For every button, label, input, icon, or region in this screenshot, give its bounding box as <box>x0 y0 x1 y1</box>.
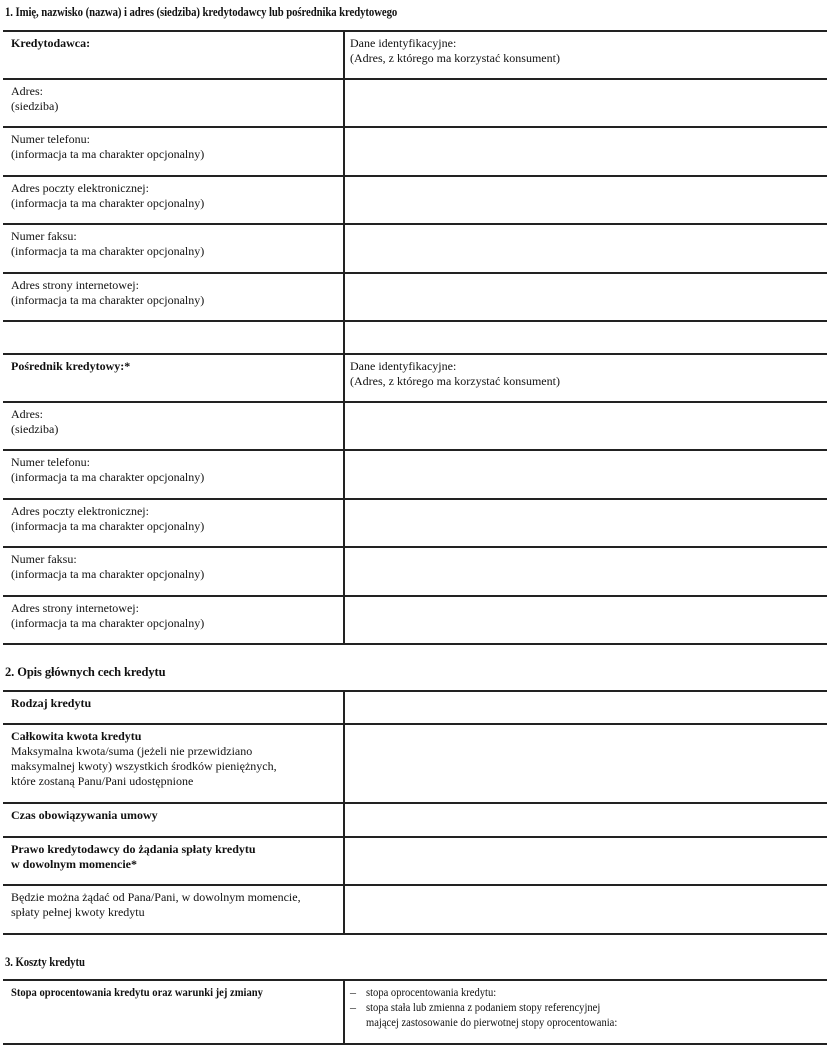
field-label-cell <box>3 128 343 175</box>
interest-rate-value[interactable] <box>343 981 827 1043</box>
field-label: Numer faksu: <box>11 229 77 243</box>
field-hint: (siedziba) <box>11 422 59 436</box>
dash-spacer <box>350 1015 366 1030</box>
rate-item-continuation <box>350 1015 827 1030</box>
repayment-right-label: Prawo kredytodawcy do żądania spłaty kredytu <box>11 842 256 856</box>
repayment-note-line: Będzie można żądać od Pana/Pani, w dowolnym momencie, <box>11 890 301 904</box>
repayment-note-cell <box>3 886 343 933</box>
broker-address-value[interactable] <box>343 403 827 449</box>
credit-type-row <box>3 690 827 723</box>
lender-address-row <box>3 78 827 126</box>
repayment-right-row <box>3 836 827 884</box>
field-label-cell <box>3 80 343 126</box>
section-1-heading: 1. Imię, nazwisko (nazwa) i adres (siedziba) kredytodawcy lub pośrednika kredytowego <box>5 5 398 19</box>
broker-label-cell <box>3 355 343 401</box>
spacer-row <box>3 320 827 353</box>
interest-rate-label-cell <box>3 981 343 1043</box>
lender-email-row <box>3 175 827 223</box>
lender-fax-value[interactable] <box>343 225 827 272</box>
broker-fax-row <box>3 546 827 595</box>
field-hint: (informacja ta ma charakter opcjonalny) <box>11 567 205 581</box>
field-label: Adres poczty elektronicznej: <box>11 181 149 195</box>
field-hint: (informacja ta ma charakter opcjonalny) <box>11 470 205 484</box>
field-hint: (informacja ta ma charakter opcjonalny) <box>11 293 205 307</box>
field-label-cell <box>3 548 343 595</box>
total-amount-desc-line: Maksymalna kwota/suma (jeżeli nie przewidziano <box>11 744 253 758</box>
field-label: Numer telefonu: <box>11 455 90 469</box>
field-hint: (siedziba) <box>11 99 59 113</box>
total-amount-label-cell <box>3 725 343 802</box>
broker-fax-value[interactable] <box>343 548 827 595</box>
broker-website-row <box>3 595 827 645</box>
credit-type-value[interactable] <box>343 692 827 723</box>
field-label: Adres: <box>11 407 43 421</box>
field-label-cell <box>3 500 343 546</box>
section-1-table <box>3 30 827 645</box>
lender-id-label: Dane identyfikacyjne: <box>350 36 457 50</box>
total-amount-desc-line: maksymalnej kwoty) wszystkich środków pieniężnych, <box>11 759 277 773</box>
broker-id-hint: (Adres, z którego ma korzystać konsument) <box>350 374 560 388</box>
broker-phone-value[interactable] <box>343 451 827 498</box>
field-label: Adres: <box>11 84 43 98</box>
field-hint: (informacja ta ma charakter opcjonalny) <box>11 519 205 533</box>
broker-email-value[interactable] <box>343 500 827 546</box>
field-label-cell <box>3 597 343 643</box>
lender-website-value[interactable] <box>343 274 827 320</box>
broker-address-row <box>3 401 827 449</box>
broker-email-row <box>3 498 827 546</box>
field-hint: (informacja ta ma charakter opcjonalny) <box>11 147 205 161</box>
section-2-table <box>3 690 827 935</box>
lender-email-value[interactable] <box>343 177 827 223</box>
field-label: Adres poczty elektronicznej: <box>11 504 149 518</box>
lender-phone-value[interactable] <box>343 128 827 175</box>
duration-row <box>3 802 827 836</box>
broker-header-row <box>3 353 827 401</box>
field-hint: (informacja ta ma charakter opcjonalny) <box>11 196 205 210</box>
credit-type-label-cell <box>3 692 343 723</box>
broker-id-label: Dane identyfikacyjne: <box>350 359 457 373</box>
lender-id-cell[interactable] <box>343 32 827 78</box>
dash-bullet: – <box>350 1000 356 1014</box>
field-label: Adres strony internetowej: <box>11 601 139 615</box>
field-hint: (informacja ta ma charakter opcjonalny) <box>11 244 205 258</box>
repayment-note-line: spłaty pełnej kwoty kredytu <box>11 905 145 919</box>
spacer-cell-right <box>343 322 827 353</box>
rate-item <box>350 985 827 1000</box>
total-amount-row <box>3 723 827 802</box>
interest-rate-label: Stopa oprocentowania kredytu oraz warunki jej zmiany <box>11 985 263 999</box>
total-amount-desc-line: które zostaną Panu/Pani udostępnione <box>11 774 194 788</box>
lender-label: Kredytodawca: <box>11 36 91 50</box>
repayment-note-row <box>3 884 827 935</box>
section-3-heading: 3. Koszty kredytu <box>5 955 85 969</box>
dash-bullet: – <box>350 985 356 999</box>
field-label-cell <box>3 403 343 449</box>
lender-label-cell <box>3 32 343 78</box>
repayment-right-value[interactable] <box>343 838 827 884</box>
field-label: Numer faksu: <box>11 552 77 566</box>
total-amount-label: Całkowita kwota kredytu <box>11 729 142 743</box>
lender-phone-row <box>3 126 827 175</box>
duration-value[interactable] <box>343 804 827 836</box>
field-hint: (informacja ta ma charakter opcjonalny) <box>11 616 205 630</box>
field-label: Adres strony internetowej: <box>11 278 139 292</box>
repayment-right-label-cell <box>3 838 343 884</box>
rate-item <box>350 1000 827 1015</box>
duration-label: Czas obowiązywania umowy <box>11 808 158 822</box>
lender-fax-row <box>3 223 827 272</box>
credit-type-label: Rodzaj kredytu <box>11 696 92 710</box>
field-label-cell <box>3 274 343 320</box>
total-amount-value[interactable] <box>343 725 827 802</box>
section-3-table <box>3 979 827 1045</box>
lender-header-row <box>3 30 827 78</box>
field-label-cell <box>3 451 343 498</box>
broker-label: Pośrednik kredytowy:* <box>11 359 131 373</box>
rate-item-text: stopa stała lub zmienna z podaniem stopy referencyjnej <box>366 1000 601 1014</box>
duration-label-cell <box>3 804 343 836</box>
repayment-right-label: w dowolnym momencie* <box>11 857 137 871</box>
spacer-cell-left <box>3 322 343 353</box>
field-label-cell <box>3 177 343 223</box>
field-label: Numer telefonu: <box>11 132 90 146</box>
lender-website-row <box>3 272 827 320</box>
rate-item-text: mającej zastosowanie do pierwotnej stopy oprocentowania: <box>366 1015 618 1029</box>
section-2-heading: 2. Opis głównych cech kredytu <box>5 665 166 679</box>
rate-item-text: stopa oprocentowania kredytu: <box>366 985 497 999</box>
field-label-cell <box>3 225 343 272</box>
broker-website-value[interactable] <box>343 597 827 643</box>
interest-rate-row <box>3 979 827 1045</box>
broker-phone-row <box>3 449 827 498</box>
broker-id-cell[interactable] <box>343 355 827 401</box>
repayment-note-value[interactable] <box>343 886 827 933</box>
lender-address-value[interactable] <box>343 80 827 126</box>
lender-id-hint: (Adres, z którego ma korzystać konsument) <box>350 51 560 65</box>
